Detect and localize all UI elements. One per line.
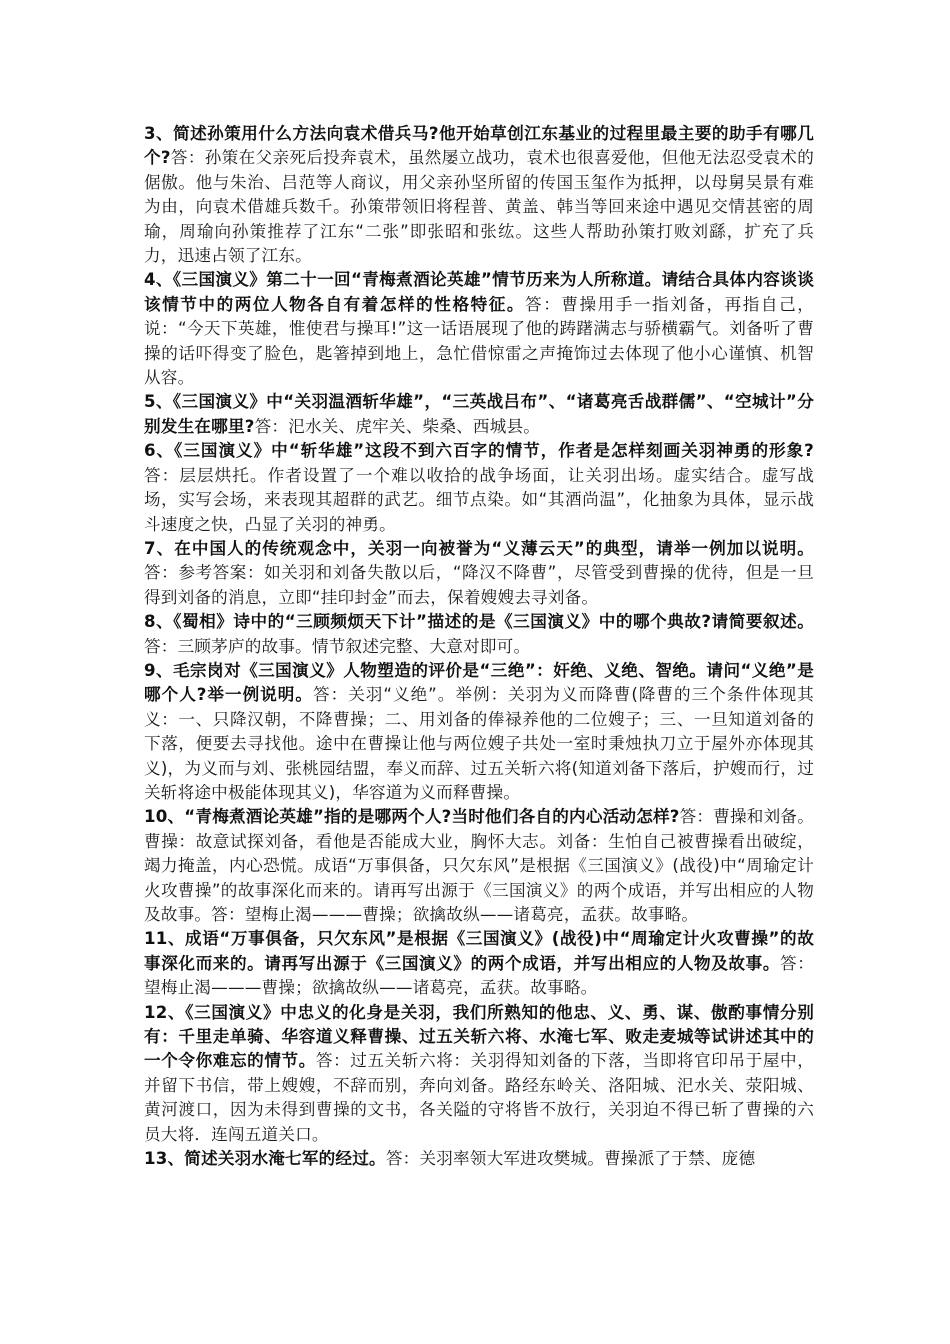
question-text: 3、简述孙策用什么方法向袁术借兵马?他开始草创江东基业的过程里最主要的助手有哪几个? [144, 124, 814, 168]
question-text: 12、《三国演义》中忠义的化身是关羽，我们所熟知的他忠、义、勇、谋、傲酌事情分别有：千里走单骑、华容道义释曹操、过五关斩六将、水淹七军、败走麦城等试讲述其中的一个令你难忘的情节。 [144, 1002, 814, 1071]
question-text: 7、在中国人的传统观念中，关羽一向被誉为“义薄云天”的典型，请举一例加以说明。 [144, 538, 814, 558]
answer-text: 答：参考答案：如关羽和刘备失散以后，“降汉不降曹”，尽管受到曹操的优待，但是一旦得到刘备的消息，立即“挂印封金”而去，保着嫂嫂去寻刘备。 [144, 563, 814, 607]
question-text: 10、“青梅煮酒论英雄”指的是哪两个人?当时他们各自的内心活动怎样? [144, 807, 680, 827]
question-text: 13、简述关羽水淹七军的经过。 [144, 1149, 386, 1169]
qa-item-9 [144, 659, 814, 805]
qa-item-8 [144, 610, 814, 659]
qa-item-7 [144, 537, 814, 610]
answer-text: 答：层层烘托。作者设置了一个难以收拾的战争场面，让关羽出场。虚实结合。虚写战场，实写会场，来表现其超群的武艺。细节点染。如“其酒尚温”，化抽象为具体，显示战斗速度之快，凸显了关羽的神勇。 [144, 465, 814, 534]
qa-item-11 [144, 927, 814, 1000]
qa-item-10 [144, 805, 814, 927]
qa-item-6 [144, 439, 814, 537]
answer-text: 答：关羽率领大军进攻樊城。曹操派了于禁、庞德 [385, 1149, 756, 1169]
qa-item-13 [144, 1147, 814, 1171]
question-text: 5、《三国演义》中“关羽温酒斩华雄”，“三英战吕布”、“诸葛亮舌战群儒”、“空城计”分别发生在哪里? [144, 392, 814, 436]
answer-text: 答：过五关斩六将：关羽得知刘备的下落，当即将官印吊于屋中，并留下书信，带上嫂嫂，不辞而别，奔向刘备。路经东岭关、洛阳城、汜水关、荥阳城、黄河渡口，因为未得到曹操的文书，各关隘的守将皆不放行，关羽迫不得已斩了曹操的六员大将．连闯五道关口。 [144, 1051, 814, 1144]
qa-item-5 [144, 390, 814, 439]
question-text: 6、《三国演义》中“斩华雄”这段不到六百字的情节，作者是怎样刻画关羽神勇的形象? [144, 441, 814, 461]
answer-text: 答：曹操用手一指刘备，再指自己，说：“今天下英雄，惟使君与操耳!”这一话语展现了他的踌躇满志与骄横霸气。刘备听了曹操的话吓得变了脸色，匙箸掉到地上，急忙借惊雷之声掩饰过去体现了他小心谨慎、机智从容。 [144, 294, 815, 388]
answer-text: 答：孙策在父亲死后投奔袁术，虽然屡立战功，袁术也很喜爱他，但他无法忍受袁术的倨傲。他与朱治、吕范等人商议，用父亲孙坚所留的传国玉玺作为抵押，以母舅吴景有难为由，向袁术借雄兵数千。孙策带领旧将程普、黄盖、韩当等回来途中遇见交情甚密的周瑜，周瑜向孙策推荐了江东“二张”即张昭和张纮。这些人帮助孙策打败刘繇，扩充了兵力，迅速占领了江东。 [144, 148, 814, 266]
answer-text: 答：三顾茅庐的故事。情节叙述完整、大意对即可。 [144, 636, 531, 656]
qa-item-12 [144, 1001, 814, 1147]
question-text: 4、《三国演义》第二十一回“青梅煮酒论英雄”情节历来为人所称道。请结合具体内容谈谈该情节中的两位人物各自有着怎样的性格特征。 [144, 270, 814, 314]
answer-text: 答：关羽“义绝”。举例：关羽为义而降曹(降曹的三个条件体现其义：一、只降汉朝，不降曹操；二、用刘备的俸禄养他的二位嫂子；三、一旦知道刘备的下落，便要去寻找他。途中在曹操让他与两位嫂子共处一室时秉烛执刀立于屋外亦体现其义)，为义而与刘、张桃园结盟，奉义而辞、过五关斩六将(知道刘备下落后，护嫂而行，过关斩将途中极能体现其义)，华容道为义而释曹操。 [144, 685, 814, 802]
answer-text: 答：望梅止渴———曹操；欲擒故纵——诸葛亮，孟获。故事略。 [144, 953, 814, 998]
question-text: 11、成语“万事俱备，只欠东风”是根据《三国演义》(战役)中“周瑜定计火攻曹操”的故事深化而来的。请再写出源于《三国演义》的两个成语，并写出相应的人物及故事。 [144, 929, 814, 973]
question-text: 9、毛宗岗对《三国演义》人物塑造的评价是“三绝”：奸绝、义绝、智绝。请问“义绝”是哪个人?举一例说明。 [144, 660, 814, 705]
document-body [144, 122, 814, 1171]
qa-item-3 [144, 122, 814, 268]
question-text: 8、《蜀相》诗中的“三顾频烦天下计”描述的是《三国演义》中的哪个典故?请简要叙述。 [144, 612, 814, 632]
qa-item-4 [144, 268, 814, 390]
answer-text: 答：汜水关、虎牢关、柴桑、西城县。 [254, 416, 541, 436]
answer-text: 答：曹操和刘备。曹操：故意试探刘备，看他是否能成大业，胸怀大志。刘备：生怕自己被曹操看出破绽，竭力掩盖，内心恐慌。成语“万事俱备，只欠东风”是根据《三国演义》(战役)中“周瑜定计火攻曹操”的故事深化而来的。请再写出源于《三国演义》的两个成语，并写出相应的人物及故事。答：望梅止渴———曹操；欲擒故纵——诸葛亮，孟获。故事略。 [144, 807, 814, 924]
